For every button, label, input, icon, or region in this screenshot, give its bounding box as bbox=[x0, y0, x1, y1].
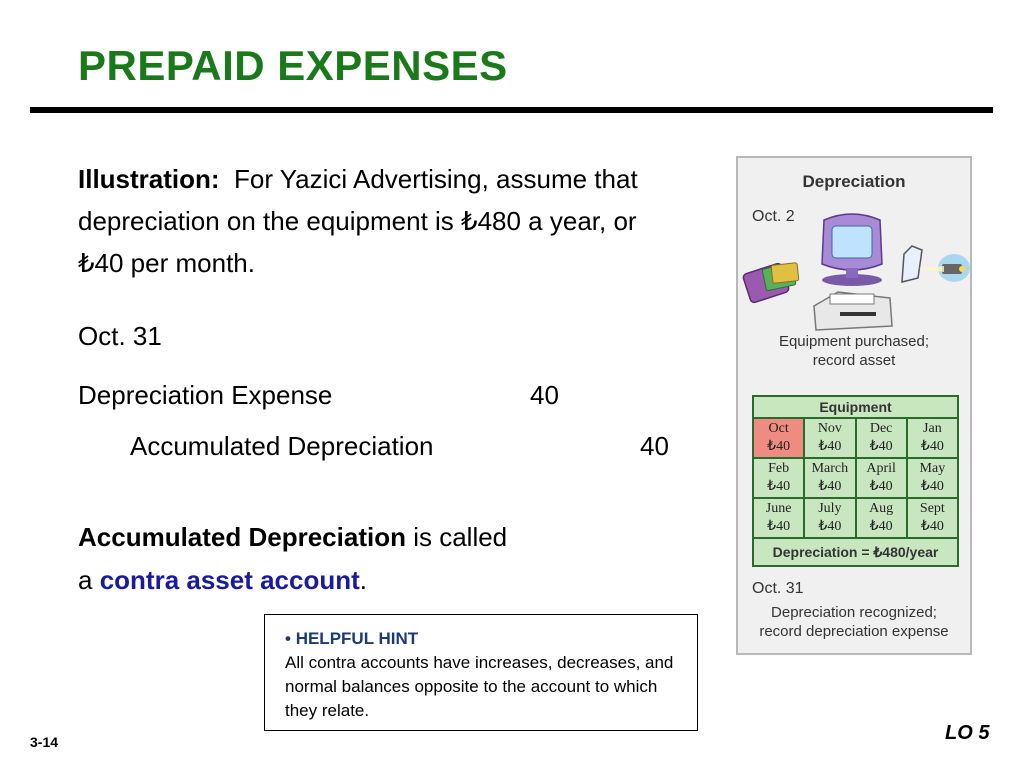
month-label: Aug bbox=[869, 501, 894, 516]
contra-note-highlight: contra asset account bbox=[99, 565, 360, 595]
debit-account: Depreciation Expense bbox=[78, 380, 333, 410]
month-cell bbox=[804, 498, 855, 538]
month-label: Sept bbox=[919, 501, 945, 516]
office-equipment-illustration bbox=[742, 202, 970, 332]
month-amount: ₺40 bbox=[818, 439, 842, 454]
contra-note-middle: is called bbox=[405, 522, 508, 552]
credit-account: Accumulated Depreciation bbox=[130, 431, 434, 461]
month-cell bbox=[907, 418, 958, 458]
hint-bullet: • bbox=[285, 629, 291, 648]
recognition-caption bbox=[738, 603, 970, 641]
month-cell bbox=[753, 458, 804, 498]
month-label: June bbox=[765, 501, 792, 516]
illustration-label: Illustration: bbox=[78, 164, 220, 194]
debit-amount: 40 bbox=[530, 380, 559, 410]
month-cell bbox=[753, 418, 804, 458]
month-cell bbox=[753, 498, 804, 538]
printer-icon bbox=[814, 292, 892, 330]
month-amount: ₺40 bbox=[869, 439, 893, 454]
title-divider bbox=[30, 107, 993, 113]
computer-monitor-icon bbox=[822, 214, 882, 286]
contra-note-bold: Accumulated Depreciation bbox=[78, 522, 406, 552]
recognition-date: Oct. 31 bbox=[752, 580, 804, 597]
month-label: April bbox=[866, 461, 896, 476]
month-amount: ₺40 bbox=[920, 519, 944, 534]
hint-title: HELPFUL HINT bbox=[295, 629, 419, 648]
month-cell bbox=[804, 458, 855, 498]
slide-title: PREPAID EXPENSES bbox=[78, 42, 508, 89]
month-amount: ₺40 bbox=[767, 479, 791, 494]
month-row bbox=[753, 418, 958, 458]
panel-title: Depreciation bbox=[802, 172, 906, 191]
purchase-caption-line2: record asset bbox=[812, 352, 896, 369]
hint-text: All contra accounts have increases, decreases, and normal balances opposite to the account to which they relate. bbox=[285, 653, 674, 720]
month-row bbox=[753, 458, 958, 498]
month-amount: ₺40 bbox=[869, 479, 893, 494]
month-cell bbox=[907, 458, 958, 498]
month-amount: ₺40 bbox=[920, 479, 944, 494]
month-amount: ₺40 bbox=[767, 439, 791, 454]
month-label: Jan bbox=[923, 421, 942, 436]
month-label: July bbox=[818, 501, 842, 516]
contra-note-prefix: a bbox=[78, 565, 100, 595]
month-label: Feb bbox=[768, 461, 790, 476]
depreciation-total-row: Depreciation = ₺480/year bbox=[753, 538, 958, 566]
wallet-icon bbox=[742, 263, 799, 304]
helpful-hint-box bbox=[264, 614, 698, 731]
month-cell bbox=[804, 418, 855, 458]
depreciation-illustration-panel bbox=[736, 156, 972, 655]
month-row bbox=[753, 498, 958, 538]
page-number: 3-14 bbox=[30, 734, 59, 750]
month-label: March bbox=[811, 461, 849, 476]
month-cell bbox=[907, 498, 958, 538]
equipment-table-header: Equipment bbox=[753, 396, 958, 418]
purchase-caption bbox=[738, 332, 970, 370]
month-amount: ₺40 bbox=[920, 439, 944, 454]
contra-note bbox=[78, 516, 678, 602]
recognition-caption-line2: record depreciation expense bbox=[759, 623, 949, 640]
contra-note-suffix: . bbox=[359, 565, 368, 595]
illustration-paragraph bbox=[78, 158, 688, 284]
month-amount: ₺40 bbox=[869, 519, 893, 534]
purchase-caption-line1: Equipment purchased; bbox=[778, 333, 930, 350]
credit-amount: 40 bbox=[640, 431, 669, 461]
recognition-caption-line1: Depreciation recognized; bbox=[771, 604, 937, 621]
month-label: Nov bbox=[817, 421, 842, 436]
month-cell bbox=[856, 458, 907, 498]
projector-icon bbox=[902, 246, 970, 282]
month-amount: ₺40 bbox=[767, 519, 791, 534]
equipment-depreciation-table bbox=[752, 395, 959, 567]
learning-objective-label: LO 5 bbox=[945, 722, 990, 744]
illustration-text: For Yazici Advertising, assume that depreciation on the equipment is ₺480 a year, or ₺40 per month. bbox=[78, 164, 638, 278]
month-cell bbox=[856, 498, 907, 538]
month-label: Dec bbox=[869, 421, 893, 436]
month-amount: ₺40 bbox=[818, 479, 842, 494]
month-cell bbox=[856, 418, 907, 458]
month-label: May bbox=[919, 461, 946, 476]
purchase-date: Oct. 2 bbox=[752, 208, 795, 225]
journal-entry-date: Oct. 31 bbox=[78, 321, 162, 351]
month-amount: ₺40 bbox=[818, 519, 842, 534]
month-label: Oct bbox=[768, 421, 789, 436]
